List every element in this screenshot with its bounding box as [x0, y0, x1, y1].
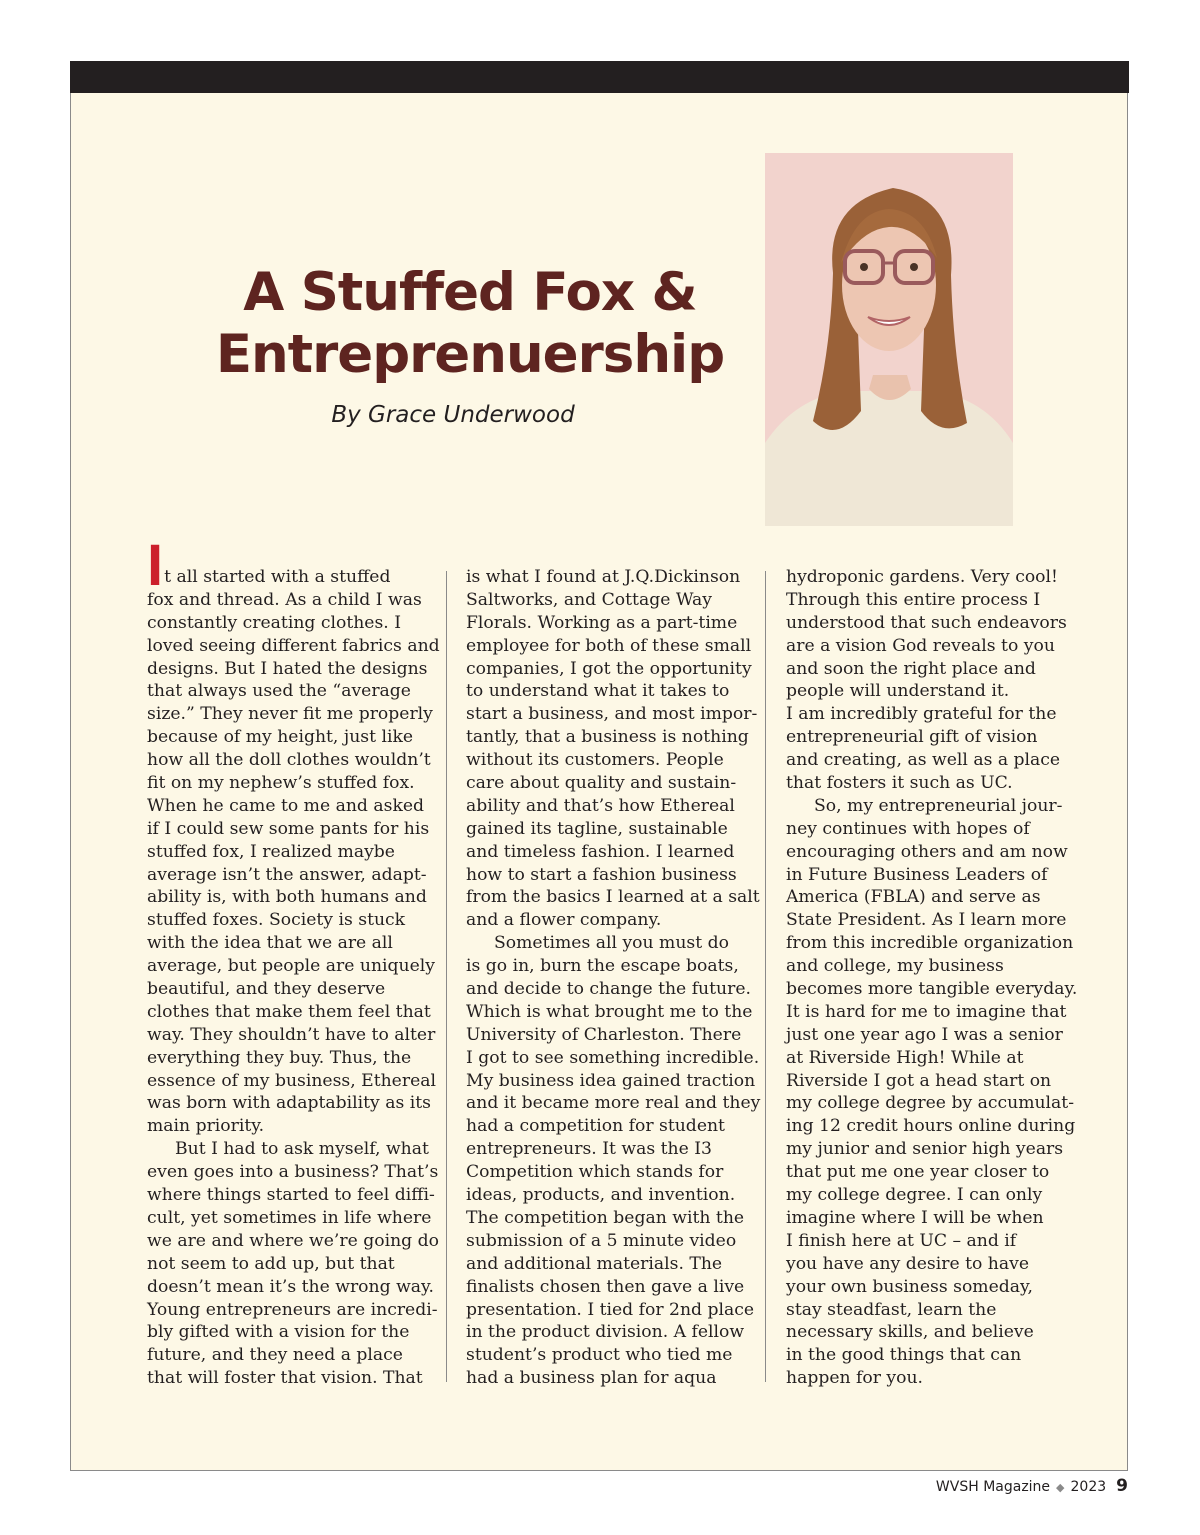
text-line: start a business, and most impor-: [466, 704, 758, 725]
text-line: stay steadfast, learn the: [786, 1299, 997, 1320]
text-line: My business idea gained traction: [466, 1070, 756, 1091]
text-line: average, but people are uniquely: [147, 956, 435, 977]
text-line: in Future Business Leaders of: [786, 864, 1048, 885]
text-line: entrepreneurial gift of vision: [786, 727, 1038, 748]
text-line: clothes that make them feel that: [147, 1001, 431, 1022]
text-line: imagine where I will be when: [786, 1207, 1044, 1228]
text-line: University of Charleston. There: [466, 1024, 742, 1045]
text-line: essence of my business, Ethereal: [147, 1070, 436, 1091]
text-line: average isn’t the answer, adapt-: [147, 864, 427, 885]
text-line: fox and thread. As a child I was: [147, 589, 422, 610]
text-line: Sometimes all you must do: [494, 933, 729, 954]
text-line: encouraging others and am now: [786, 841, 1068, 862]
text-line: Saltworks, and Cottage Way: [466, 589, 712, 610]
text-line: constantly creating clothes. I: [147, 612, 402, 633]
text-line: in the good things that can: [786, 1345, 1022, 1366]
article-column-3: [786, 566, 1078, 1390]
text-line: at Riverside High! While at: [786, 1047, 1024, 1068]
text-line: [147, 532, 435, 598]
text-line: Florals. Working as a part-time: [466, 612, 738, 633]
text-line: entrepreneurs. It was the I3: [466, 1139, 712, 1160]
text-line: and it became more real and they: [466, 1093, 761, 1114]
text-line: and timeless fashion. I learned: [466, 841, 735, 862]
text-line-content: t all started with a stuffed: [164, 567, 391, 587]
article-column-1: [147, 532, 440, 1390]
text-line: had a competition for student: [466, 1116, 725, 1137]
page-number: 9: [1116, 1476, 1128, 1496]
text-line: where things started to feel diffi-: [147, 1185, 435, 1206]
text-line: from this incredible organization: [786, 933, 1074, 954]
text-line: companies, I got the opportunity: [466, 658, 752, 679]
author-photo: [765, 153, 1013, 526]
text-line: because of my height, just like: [147, 727, 414, 748]
article-title: [190, 262, 750, 386]
text-line: that put me one year closer to: [786, 1162, 1050, 1183]
text-line: are a vision God reveals to you: [786, 635, 1055, 656]
text-line: and soon the right place and: [786, 658, 1036, 679]
text-line: It is hard for me to imagine that: [786, 1001, 1067, 1022]
column-divider: [446, 571, 447, 1382]
text-line: that fosters it such as UC.: [786, 773, 1013, 794]
text-line: that will foster that vision. That: [147, 1368, 423, 1389]
text-line: and college, my business: [786, 956, 1004, 977]
text-line: loved seeing different fabrics and: [147, 635, 440, 656]
text-line: my college degree by accumulat-: [786, 1093, 1075, 1114]
publication-year: 2023: [1070, 1479, 1107, 1495]
text-line: stuffed fox, I realized maybe: [147, 841, 395, 862]
text-line: we are and where we’re going do: [147, 1230, 439, 1251]
text-line: Competition which stands for: [466, 1162, 724, 1183]
text-line: doesn’t mean it’s the wrong way.: [147, 1276, 434, 1297]
text-line: designs. But I hated the designs: [147, 658, 428, 679]
text-line: happen for you.: [786, 1368, 924, 1389]
text-line: was born with adaptability as its: [147, 1093, 431, 1114]
text-line: and additional materials. The: [466, 1253, 723, 1274]
text-line: student’s product who tied me: [466, 1345, 733, 1366]
text-line: gained its tagline, sustainable: [466, 818, 728, 839]
text-line: tantly, that a business is nothing: [466, 727, 749, 748]
text-line: you have any desire to have: [786, 1253, 1030, 1274]
column-divider: [765, 571, 766, 1382]
title-line-1: A Stuffed Fox &: [243, 262, 697, 323]
text-line: future, and they need a place: [147, 1345, 403, 1366]
text-line: how all the doll clothes wouldn’t: [147, 750, 431, 771]
text-line: and creating, as well as a place: [786, 750, 1061, 771]
text-line: hydroponic gardens. Very cool!: [786, 567, 1058, 587]
text-line: Which is what brought me to the: [466, 1001, 753, 1022]
text-line: way. They shouldn’t have to alter: [147, 1024, 436, 1045]
text-line: presentation. I tied for 2nd place: [466, 1299, 755, 1320]
text-line: had a business plan for aqua: [466, 1368, 717, 1389]
text-line: with the idea that we are all: [147, 933, 393, 954]
text-line: Young entrepreneurs are incredi-: [147, 1299, 438, 1320]
text-line: without its customers. People: [466, 750, 724, 771]
text-line: ability and that’s how Ethereal: [466, 795, 735, 816]
text-line: everything they buy. Thus, the: [147, 1047, 412, 1068]
text-line: I am incredibly grateful for the: [786, 704, 1057, 725]
article-column-2: [466, 566, 761, 1390]
text-line: to understand what it takes to: [466, 681, 730, 702]
text-line: and a flower company.: [466, 910, 662, 931]
text-line: necessary skills, and believe: [786, 1322, 1034, 1343]
text-line: I got to see something incredible.: [466, 1047, 760, 1068]
text-line: beautiful, and they deserve: [147, 979, 386, 1000]
text-line: ideas, products, and invention.: [466, 1185, 736, 1206]
text-line: stuffed foxes. Society is stuck: [147, 910, 406, 931]
text-line: just one year ago I was a senior: [786, 1024, 1063, 1045]
text-line: my junior and senior high years: [786, 1139, 1064, 1160]
text-line: The competition began with the: [466, 1207, 745, 1228]
drop-cap: I: [147, 532, 164, 598]
title-line-2: Entreprenuership: [215, 324, 725, 385]
text-line: Through this entire process I: [786, 589, 1041, 610]
text-line: ney continues with hopes of: [786, 818, 1030, 839]
text-line: how to start a fashion business: [466, 864, 737, 885]
text-line: even goes into a business? That’s: [147, 1162, 439, 1183]
page-footer: [936, 1476, 1128, 1496]
text-line: fit on my nephew’s stuffed fox.: [147, 773, 415, 794]
text-line: your own business someday,: [786, 1276, 1033, 1297]
text-line: ing 12 credit hours online during: [786, 1116, 1076, 1137]
text-line: Riverside I got a head start on: [786, 1070, 1052, 1091]
text-line: people will understand it.: [786, 681, 1010, 702]
text-line: finalists chosen then gave a live: [466, 1276, 745, 1297]
text-line: my college degree. I can only: [786, 1185, 1043, 1206]
text-line: So, my entrepreneurial jour-: [814, 795, 1063, 816]
text-line: ability is, with both humans and: [147, 887, 427, 908]
text-line: understood that such endeavors: [786, 612, 1067, 633]
publication-name: WVSH Magazine: [935, 1479, 1051, 1495]
text-line: size.” They never fit me properly: [147, 704, 433, 725]
byline: By Grace Underwood: [331, 402, 575, 428]
text-line: employee for both of these small: [466, 635, 752, 656]
text-line: in the product division. A fellow: [466, 1322, 745, 1343]
text-line: from the basics I learned at a salt: [466, 887, 760, 908]
text-line: is what I found at J.Q.Dickinson: [466, 567, 741, 587]
text-line: submission of a 5 minute video: [466, 1230, 737, 1251]
text-line: if I could sew some pants for his: [147, 818, 430, 839]
text-line: care about quality and sustain-: [466, 773, 737, 794]
text-line: and decide to change the future.: [466, 979, 751, 1000]
top-bar: [70, 61, 1129, 93]
text-line: When he came to me and asked: [147, 795, 425, 816]
text-line: not seem to add up, but that: [147, 1253, 395, 1274]
text-line: bly gifted with a vision for the: [147, 1322, 410, 1343]
text-line: State President. As I learn more: [786, 910, 1067, 931]
text-line: that always used the “average: [147, 681, 411, 702]
text-line: America (FBLA) and serve as: [786, 887, 1041, 908]
text-line: cult, yet sometimes in life where: [147, 1207, 432, 1228]
text-line: main priority.: [147, 1116, 265, 1137]
text-line: I finish here at UC – and if: [786, 1230, 1017, 1251]
diamond-separator-icon: ◆: [1056, 1481, 1065, 1494]
text-line: is go in, burn the escape boats,: [466, 956, 739, 977]
text-line: becomes more tangible everyday.: [786, 979, 1078, 1000]
text-line: But I had to ask myself, what: [175, 1139, 429, 1160]
